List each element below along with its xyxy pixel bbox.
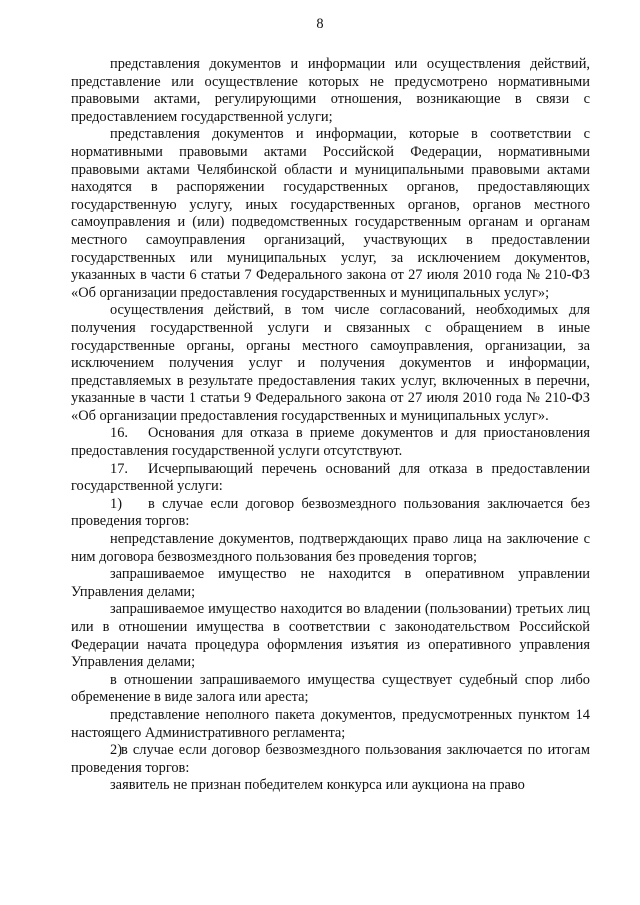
paragraph-refusal-third-parties bbox=[71, 601, 590, 671]
document-body bbox=[71, 56, 590, 795]
paragraph-restriction-extra-documents bbox=[71, 56, 590, 126]
paragraph-refusal-not-winner bbox=[71, 777, 590, 795]
paragraph-number: 17. bbox=[110, 460, 128, 477]
paragraph-number: 2) bbox=[110, 742, 122, 759]
paragraph-refusal-missing-documents bbox=[71, 531, 590, 566]
paragraph-text: Основания для отказа в приеме документов и для приостановления предоставления государственной услуги отсутствуют. bbox=[71, 425, 590, 460]
paragraph-text: представления документов и информации или осуществления действий, представление или осуществление которых не предусмотрено нормативными правовыми актами, регулирующими отношения, возникающие в связи с предоставлением государственной услуги; bbox=[71, 56, 590, 125]
paragraph-text: Исчерпывающий перечень оснований для отказа в предоставлении государственной услуги: bbox=[71, 460, 590, 495]
paragraph-number: 16. bbox=[110, 425, 128, 442]
paragraph-text: представление неполного пакета документов, предусмотренных пунктом 14 настоящего Административного регламента; bbox=[71, 706, 590, 741]
paragraph-text: непредставление документов, подтверждающих право лица на заключение с ним договора безвозмездного пользования без проведения торгов; bbox=[71, 531, 590, 565]
paragraph-subitem-1 bbox=[71, 496, 590, 531]
paragraph-text: запрашиваемое имущество не находится в оперативном управлении Управления делами; bbox=[71, 566, 590, 600]
paragraph-refusal-dispute bbox=[71, 672, 590, 707]
paragraph-restriction-approvals bbox=[71, 302, 590, 425]
paragraph-item-16 bbox=[71, 425, 590, 460]
paragraph-refusal-not-in-management bbox=[71, 566, 590, 601]
paragraph-refusal-incomplete-package bbox=[71, 707, 590, 742]
page-number: 8 bbox=[316, 16, 324, 32]
paragraph-number: 1) bbox=[110, 495, 122, 512]
paragraph-text: в случае если договор безвозмездного пользования заключается без проведения торгов: bbox=[71, 495, 590, 530]
paragraph-subitem-2 bbox=[71, 742, 590, 777]
paragraph-item-17 bbox=[71, 461, 590, 496]
paragraph-restriction-documents-in-possession bbox=[71, 126, 590, 302]
paragraph-text: в отношении запрашиваемого имущества существует судебный спор либо обременение в виде залога или ареста; bbox=[71, 671, 590, 706]
paragraph-text: в случае если договор безвозмездного пользования заключается по итогам проведения торгов: bbox=[71, 742, 590, 776]
paragraph-text: представления документов и информации, которые в соответствии с нормативными правовыми актами Российской Федерации, нормативными правовыми актами Челябинской области и муниципальными правовыми актами находятся в распоряжении государственных органов, предоставляющих государственную услугу, иных государственных органов, органов местного самоуправления и (или) подведомственных государственным органам и органам местного самоуправления организаций, участвующих в предоставлении государственных или муниципальных услуг, за исключением документов, указанных в части 6 статьи 7 Федерального закона от 27 июля 2010 года № 210-ФЗ «Об организации предоставления государственных и муниципальных услуг»; bbox=[71, 126, 590, 301]
paragraph-text: заявитель не признан победителем конкурса или аукциона на право bbox=[110, 777, 525, 794]
paragraph-text: запрашиваемое имущество находится во владении (пользовании) третьих лиц или в отношении имущества в соответствии с законодательством Российской Федерации начата процедура оформления изъятия из оперативного управления Управления делами; bbox=[71, 601, 590, 671]
paragraph-text: осуществления действий, в том числе согласований, необходимых для получения государственной услуги и связанных с обращением в иные государственные органы, органы местного самоуправления, организации, за исключением получения услуг и получения документов и информации, представляемых в результате предоставления таких услуг, включенных в перечни, указанные в части 1 статьи 9 Федерального закона от 27 июля 2010 года № 210-ФЗ «Об организации предоставления государственных и муниципальных услуг». bbox=[71, 302, 590, 424]
